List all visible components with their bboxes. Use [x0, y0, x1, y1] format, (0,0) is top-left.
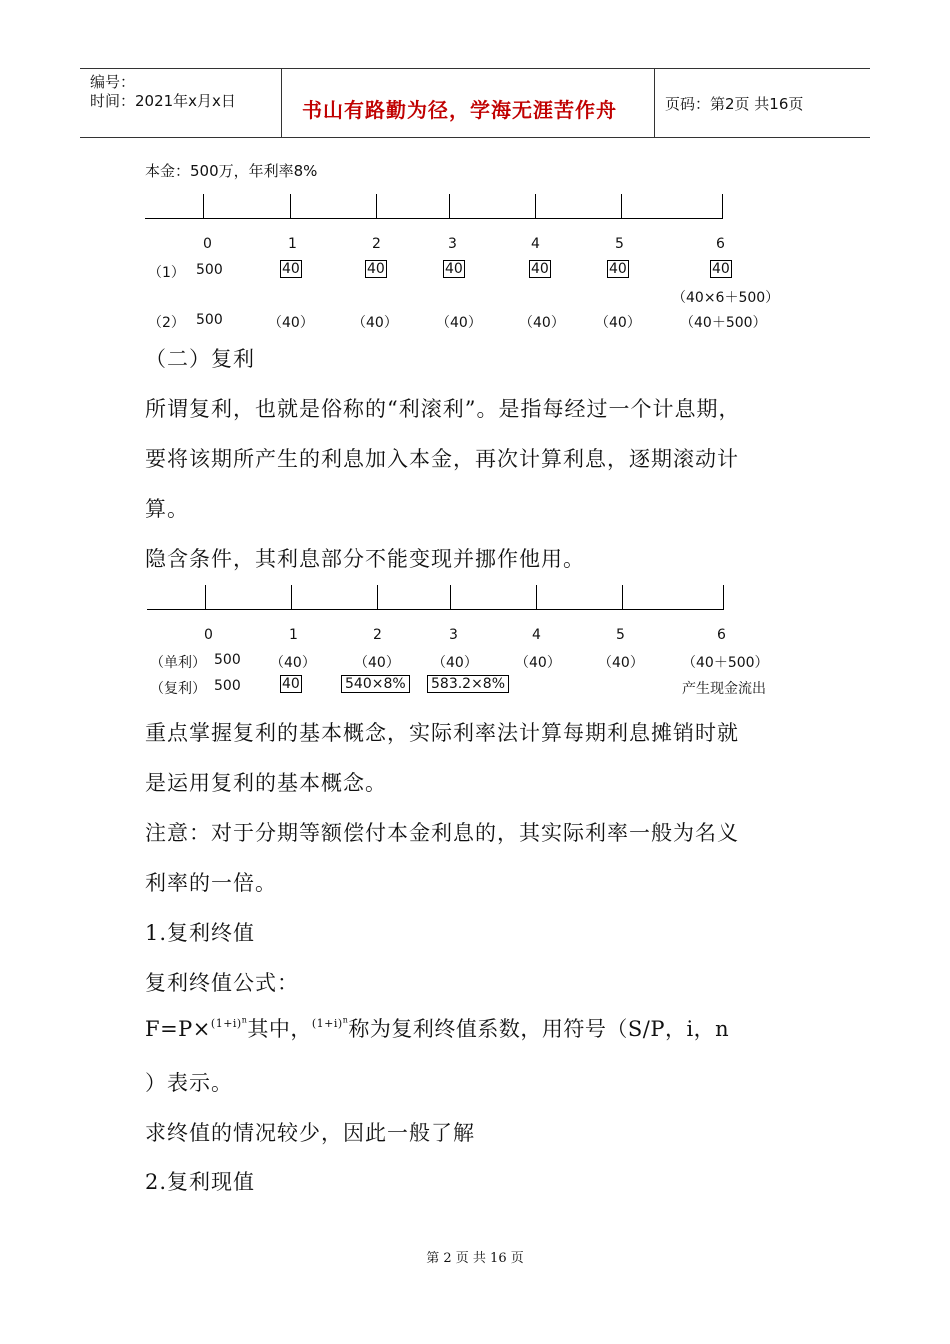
t2-simple-value: （40＋500） — [682, 655, 769, 671]
t2-period-4: 4 — [532, 627, 541, 643]
t2-period-6: 6 — [717, 627, 726, 643]
t2-simple-value: （40） — [270, 655, 316, 671]
t2-period-0: 0 — [204, 627, 213, 643]
formula-part: 称为复利终值系数，用符号（S/P，i，n — [348, 1017, 730, 1041]
t1-row2-value: （40） — [595, 315, 641, 331]
t1-row2-value: （40） — [436, 315, 482, 331]
t1-period-0: 0 — [203, 236, 212, 252]
t1-row2-start: 500 — [196, 312, 223, 328]
t2-period-3: 3 — [449, 627, 458, 643]
date-label: 时间：2021年x月x日 — [90, 92, 236, 110]
section-title: （二）复利 — [145, 347, 255, 371]
heading-1: 1.复利终值 — [145, 921, 256, 945]
t1-period-5: 5 — [615, 236, 624, 252]
t2-period-5: 5 — [616, 627, 625, 643]
t2-simple-value: （40） — [598, 655, 644, 671]
t2-compound-label: （复利） — [150, 681, 206, 697]
t1-period-2: 2 — [372, 236, 381, 252]
t2-simple-value: （40） — [354, 655, 400, 671]
formula-part: F=P× — [145, 1017, 211, 1041]
paragraph: 所谓复利，也就是俗称的“利滚利”。是指每经过一个计息期， — [145, 397, 741, 421]
header-motto: 书山有路勤为径，学海无涯苦作舟 — [302, 98, 617, 122]
t1-period-4: 4 — [531, 236, 540, 252]
paragraph: 求终值的情况较少，因此一般了解 — [145, 1121, 475, 1145]
t2-compound-note: 产生现金流出 — [682, 681, 766, 697]
paragraph: 要将该期所产生的利息加入本金，再次计算利息，逐期滚动计 — [145, 447, 739, 471]
t1-row2-value: （40） — [519, 315, 565, 331]
paragraph: 算。 — [145, 497, 189, 521]
t2-compound-value: 540×8% — [341, 675, 410, 693]
formula-exponent: (1+i)n — [210, 1015, 248, 1030]
t2-simple-start: 500 — [214, 652, 241, 668]
t1-row2-label: （2） — [148, 315, 185, 331]
paragraph: 注意：对于分期等额偿付本金利息的，其实际利率一般为名义 — [145, 821, 739, 845]
paragraph: ）表示。 — [145, 1071, 233, 1095]
t2-simple-value: （40） — [432, 655, 478, 671]
page-header — [80, 68, 870, 138]
t1-row1-value: 40 — [282, 261, 300, 277]
t2-period-2: 2 — [373, 627, 382, 643]
paragraph: 重点掌握复利的基本概念，实际利率法计算每期利息摊销时就 — [145, 721, 739, 745]
t2-simple-label: （单利） — [150, 655, 206, 671]
t2-simple-value: （40） — [515, 655, 561, 671]
t1-row1-value: 40 — [609, 261, 627, 277]
heading-2: 2.复利现值 — [145, 1170, 256, 1194]
t2-period-1: 1 — [289, 627, 298, 643]
paragraph: 是运用复利的基本概念。 — [145, 771, 387, 795]
t1-row1-value: 40 — [445, 261, 463, 277]
page-footer: 第 2 页 共 16 页 — [426, 1251, 524, 1266]
t1-period-3: 3 — [448, 236, 457, 252]
timeline1-caption: 本金：500万，年利率8% — [145, 162, 318, 180]
page-info: 页码：第2页 共16页 — [665, 95, 804, 113]
formula-exponent: (1+i)n — [311, 1015, 349, 1030]
t1-row1-value: 40 — [712, 261, 730, 277]
formula-part: 其中， — [247, 1017, 312, 1041]
t1-row1-label: （1） — [148, 265, 185, 281]
t2-compound-value: 583.2×8% — [427, 675, 509, 693]
t1-period-1: 1 — [288, 236, 297, 252]
t1-row1-value: 40 — [531, 261, 549, 277]
paragraph: 隐含条件，其利息部分不能变现并挪作他用。 — [145, 547, 585, 571]
t1-row1-value: 40 — [367, 261, 385, 277]
serial-label: 编号： — [90, 73, 136, 91]
paragraph: 利率的一倍。 — [145, 871, 277, 895]
t2-compound-start: 500 — [214, 678, 241, 694]
t2-compound-value: 40 — [282, 676, 300, 692]
t1-row1-note: （40×6＋500） — [672, 290, 780, 306]
paragraph: 复利终值公式： — [145, 971, 299, 995]
t1-period-6: 6 — [716, 236, 725, 252]
t1-row2-value: （40＋500） — [680, 315, 767, 331]
t1-row2-value: （40） — [268, 315, 314, 331]
t1-row1-start: 500 — [196, 262, 223, 278]
formula-line — [145, 1013, 729, 1043]
t1-row2-value: （40） — [352, 315, 398, 331]
